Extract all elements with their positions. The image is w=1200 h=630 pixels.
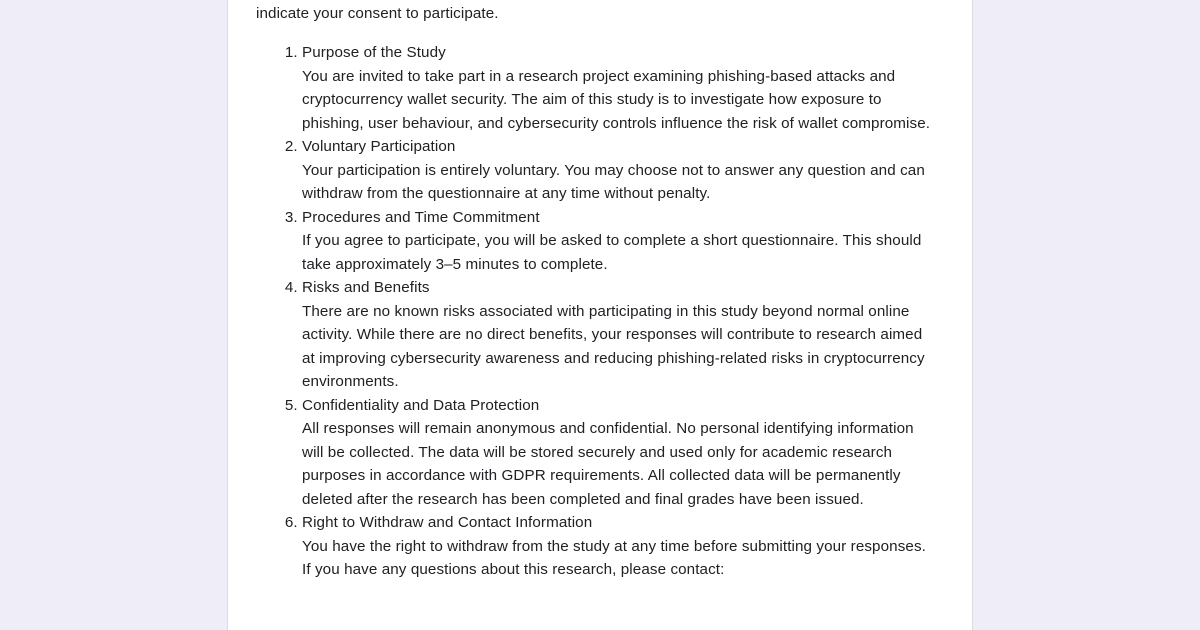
section-confidentiality (302, 394, 932, 512)
section-title: 3. Procedures and Time Commitment (302, 208, 540, 226)
section-title: 1. Purpose of the Study (302, 44, 446, 61)
form-description-card (227, 0, 973, 630)
section-procedures (302, 206, 932, 277)
section-purpose (302, 41, 932, 135)
section-title: 4. Risks and Benefits (302, 279, 430, 296)
section-body: Your participation is entirely voluntary. You may choose not to answer any question and can withdraw from the questionnaire at any time without penalty. (302, 161, 925, 202)
section-body: There are no known risks associated with participating in this study beyond normal online activity. While there are no direct benefits, your responses will contribute to research aimed at improving cybersecurity awareness and reducing phishing-related risks in cryptocurrency environments. (302, 302, 925, 390)
section-title: 5. Confidentiality and Data Protection (302, 396, 540, 414)
consent-sections-list (284, 41, 932, 582)
section-body: If you agree to participate, you will be asked to complete a short questionnaire. This should take approximately 3–5 minutes to complete. (302, 232, 922, 273)
section-voluntary-participation (302, 135, 932, 206)
intro-text: indicate your consent to participate. (256, 5, 499, 22)
section-body: You are invited to take part in a research project examining phishing-based attacks and cryptocurrency wallet security. The aim of this study is to investigate how exposure to phishing, user behaviour, and cybersecurity controls influence the risk of wallet compromise. (302, 67, 931, 132)
section-risks-benefits (302, 276, 932, 394)
section-body: All responses will remain anonymous and confidential. No personal identifying information will be collected. The data will be stored securely and used only for academic research purposes in accordance with GDPR requirements. All collected data will be permanently deleted after the research has been completed and final grades have been issued. (302, 420, 914, 508)
section-title: 6. Right to Withdraw and Contact Information (302, 514, 593, 531)
section-body: You have the right to withdraw from the study at any time before submitting your responses. If you have any questions about this research, please contact: (302, 537, 926, 578)
section-right-to-withdraw (302, 511, 932, 582)
section-title: 2. Voluntary Participation (302, 138, 456, 155)
